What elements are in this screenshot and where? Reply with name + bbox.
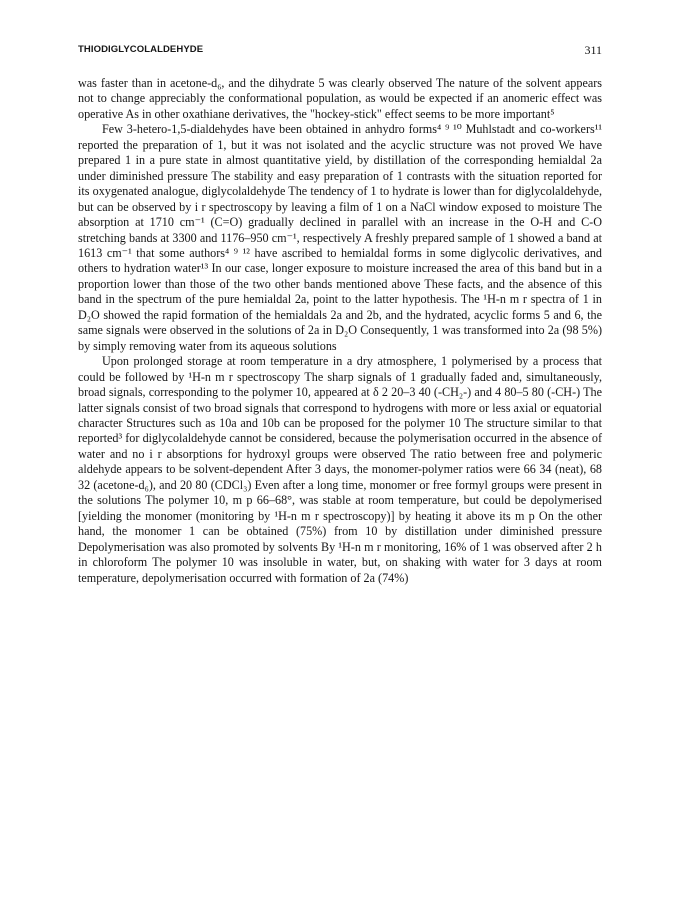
paragraph-preparation-and-hydration: Few 3-hetero-1,5-dialdehydes have been obtained in anhydro forms⁴ ⁹ ¹⁰ Muhlstadt and co-workers¹¹ reported the preparation of 1, but it was not isolated and the acyclic structure was not proved We have prepared 1 in a pure state in almost quantitative yield, by distillation of the corresponding hemialdal 2a under diminished pressure The stability and easy preparation of 1 contrasts with the situation reported for its oxygenated analogue, diglycolaldehyde The tendency of 1 to hydrate is lower than for diglycolaldehyde, but can be observed by i r spectroscopy by leaving a film of 1 on a NaCl window exposed to moisture The absorption at 1710 cm⁻¹ (C=O) gradually declined in parallel with an increase in the O-H and C-O stretching bands at 3300 and 1176–950 cm⁻¹, respectively A freshly prepared sample of 1 showed a band at 1613 cm⁻¹ that some authors⁴ ⁹ ¹² have ascribed to hemialdal forms in some diglycolic derivatives, and others to hydration water¹³ In our case, longer exposure to moisture increased the area of this band but in a proportion lower than those of the two other bands mentioned above These facts, and the absence of this band in the spectrum of the pure hemialdal 2a, point to the latter hypothesis. The ¹H-n m r spectra of 1 in D₂O showed the rapid formation of the hemialdals 2a and 2b, and the hydrated, acyclic forms 5 and 6, the same signals were observed in the solutions of 2a in D₂O Consequently, 1 was transformed into 2a (98 5%) by simply removing water from its aqueous solutions <box>78 122 602 353</box>
page-header <box>78 44 602 64</box>
page-number: 311 <box>584 43 602 57</box>
paragraph-polymerisation: Upon prolonged storage at room temperature in a dry atmosphere, 1 polymerised by a process that could be followed by ¹H-n m r spectroscopy The sharp signals of 1 gradually faded and, simultaneously, broad signals, corresponding to the polymer 10, appeared at δ 2 20–3 40 (-CH₂-) and 4 80–5 80 (-CH-) The latter signals consist of two broad signals that correspond to hydrogens with more or less axial or equatorial character Structures such as 10a and 10b can be proposed for the polymer 10 The structure similar to that reported³ for diglycolaldehyde cannot be considered, because the polymerisation occurred in the absence of water and no i r absorptions for hydroxyl groups were observed The ratio between free and polymeric aldehyde appears to be solvent-dependent After 3 days, the monomer-polymer ratios were 66 34 (neat), 68 32 (acetone-d₆), and 20 80 (CDCl₃) Even after a long time, monomer or free formyl groups were present in the solutions The polymer 10, m p 66–68°, was stable at room temperature, but could be depolymerised [yielding the monomer (monitoring by ¹H-n m r spectroscopy)] by heating it above its m p On the other hand, the monomer 1 can be obtained (75%) from 10 by distillation under diminished pressure Depolymerisation was also promoted by solvents By ¹H-n m r monitoring, 16% of 1 was observed after 2 h in chloroform The polymer 10 was insoluble in water, but, on shaking with water for 3 days at room temperature, depolymerisation occurred with formation of 2a (74%) <box>78 354 602 585</box>
body-text <box>78 76 602 586</box>
running-title: THIODIGLYCOLALDEHYDE <box>78 44 204 55</box>
paragraph-solvent-effect: was faster than in acetone-d₆, and the dihydrate 5 was clearly observed The nature of the solvent appears not to change appreciably the conformational population, as would be expected if an anomeric effect was operative As in other oxathiane derivatives, the "hockey-stick" effect seems to be more important⁵ <box>78 76 602 121</box>
journal-page <box>78 44 602 586</box>
